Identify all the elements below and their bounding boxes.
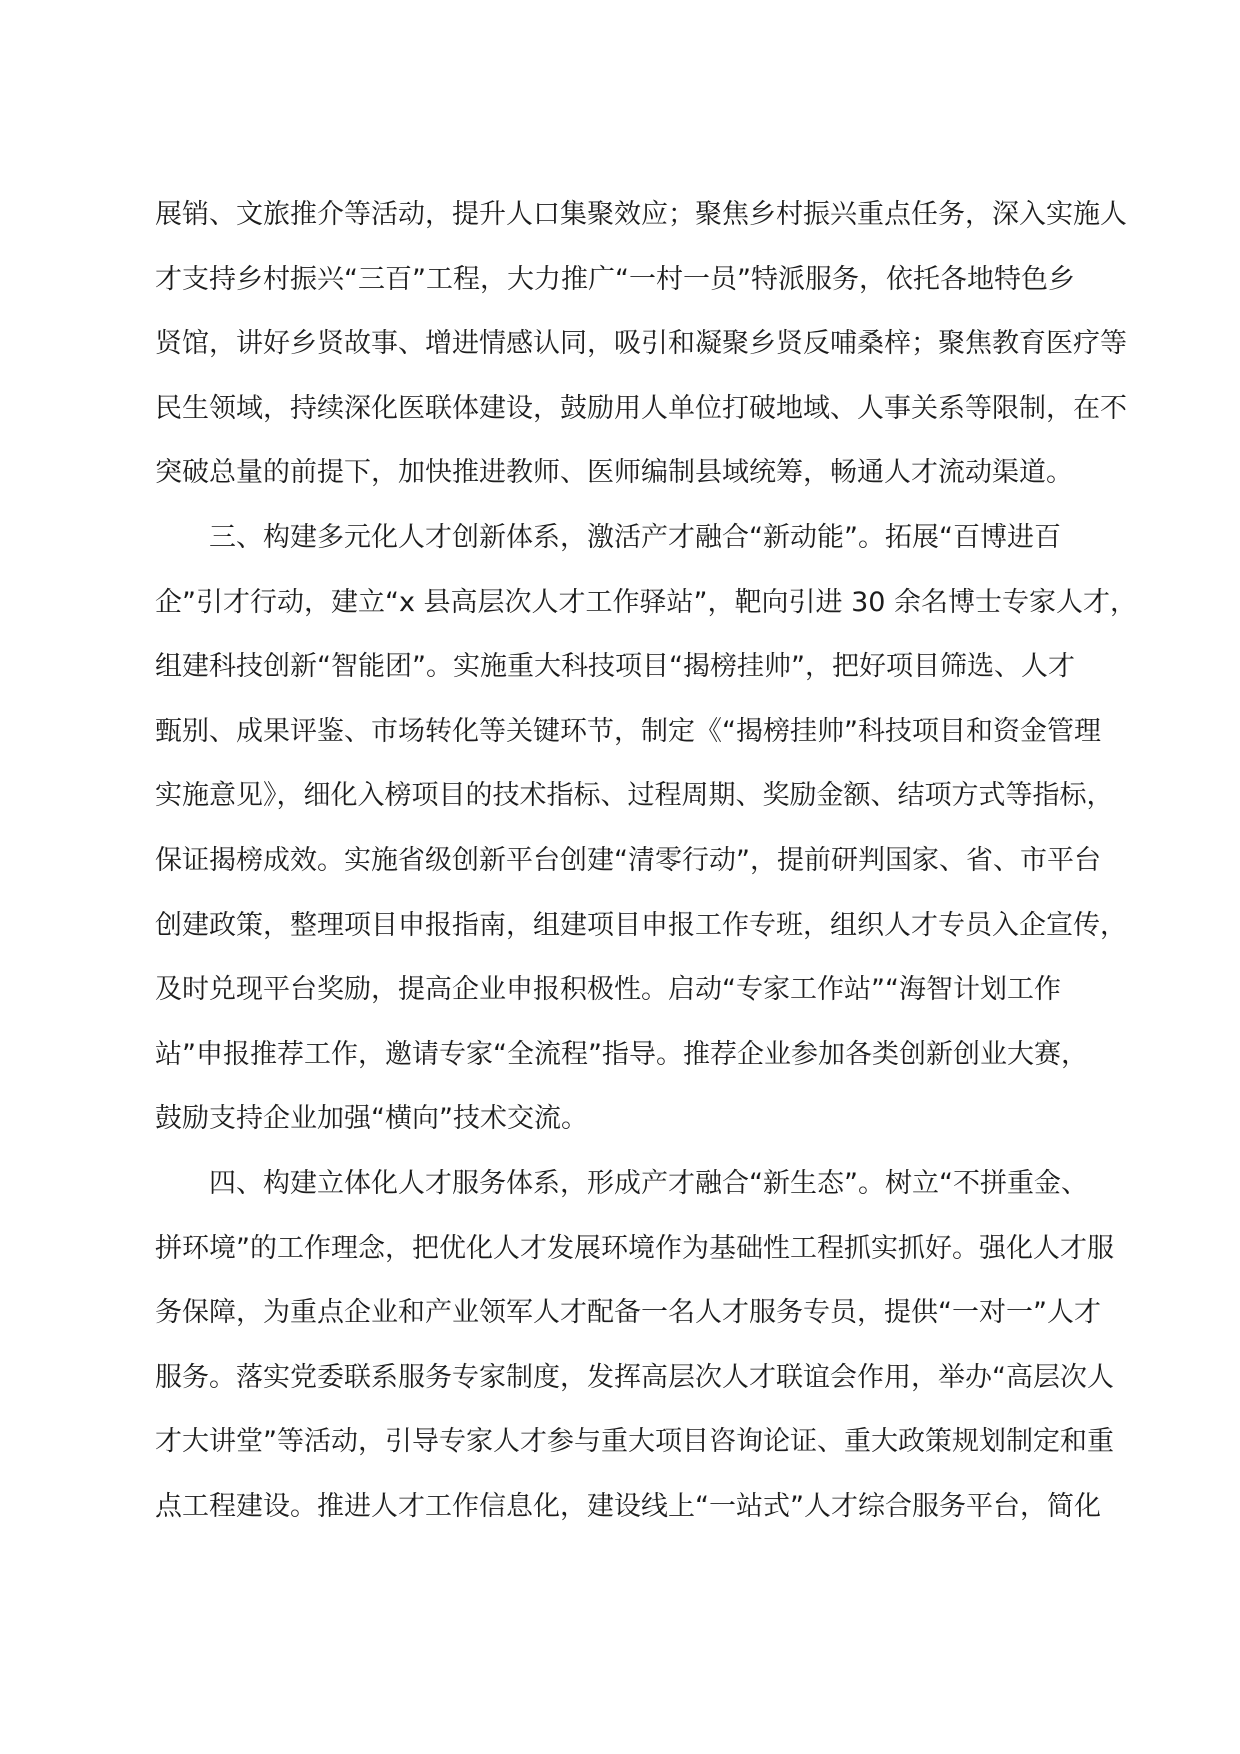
body-line: 及时兑现平台奖励，提高企业申报积极性。启动“专家工作站”“海智计划工作: [155, 974, 1061, 1006]
paragraph-3-first-line: 三、构建多元化人才创新体系，激活产才融合“新动能”。拓展“百博进百: [209, 521, 1061, 553]
body-line: 实施意见》，细化入榜项目的技术指标、过程周期、奖励金额、结项方式等指标，: [155, 780, 1114, 812]
document-body: [155, 183, 1138, 1539]
body-line: 点工程建设。推进人才工作信息化，建设线上“一站式”人才综合服务平台，简化: [155, 1490, 1101, 1522]
body-line: 拼环境”的工作理念，把优化人才发展环境作为基础性工程抓实抓好。强化人才服: [155, 1232, 1114, 1264]
body-line: 贤馆，讲好乡贤故事、增进情感认同，吸引和凝聚乡贤反哺桑梓；聚焦教育医疗等: [155, 328, 1127, 360]
body-line: 展销、文旅推介等活动，提升人口集聚效应；聚焦乡村振兴重点任务，深入实施人: [155, 199, 1127, 230]
body-line: 民生领域，持续深化医联体建设，鼓励用人单位打破地域、人事关系等限制，在不: [155, 392, 1127, 424]
body-line: 才大讲堂”等活动，引导专家人才参与重大项目咨询论证、重大政策规划制定和重: [155, 1426, 1114, 1458]
paragraph-4-first-line: 四、构建立体化人才服务体系，形成产才融合“新生态”。树立“不拼重金、: [209, 1167, 1088, 1199]
body-line: 才支持乡村振兴“三百”工程，大力推广“一村一员”特派服务，依托各地特色乡: [155, 263, 1075, 295]
body-line: 组建科技创新“智能团”。实施重大科技项目“揭榜挂帅”，把好项目筛选、人才: [155, 651, 1075, 683]
body-line: 突破总量的前提下，加快推进教师、医师编制县域统筹，畅通人才流动渠道。: [155, 457, 1073, 489]
body-line: 创建政策，整理项目申报指南，组建项目申报工作专班，组织人才专员入企宣传，: [155, 909, 1127, 941]
body-line: 站”申报推荐工作，邀请专家“全流程”指导。推荐企业参加各类创新创业大赛，: [155, 1038, 1088, 1070]
body-line: 企”引才行动，建立“x 县高层次人才工作驿站”，靶向引进 30 余名博士专家人才，: [155, 586, 1138, 618]
body-line: 务保障，为重点企业和产业领军人才配备一名人才服务专员，提供“一对一”人才: [155, 1297, 1101, 1329]
body-line: 鼓励支持企业加强“横向”技术交流。: [155, 1103, 588, 1135]
body-line: 服务。落实党委联系服务专家制度，发挥高层次人才联谊会作用，举办“高层次人: [155, 1361, 1114, 1393]
body-line: 保证揭榜成效。实施省级创新平台创建“清零行动”，提前研判国家、省、市平台: [155, 844, 1101, 876]
body-line: 甄别、成果评鉴、市场转化等关键环节，制定《“揭榜挂帅”科技项目和资金管理: [155, 715, 1101, 747]
